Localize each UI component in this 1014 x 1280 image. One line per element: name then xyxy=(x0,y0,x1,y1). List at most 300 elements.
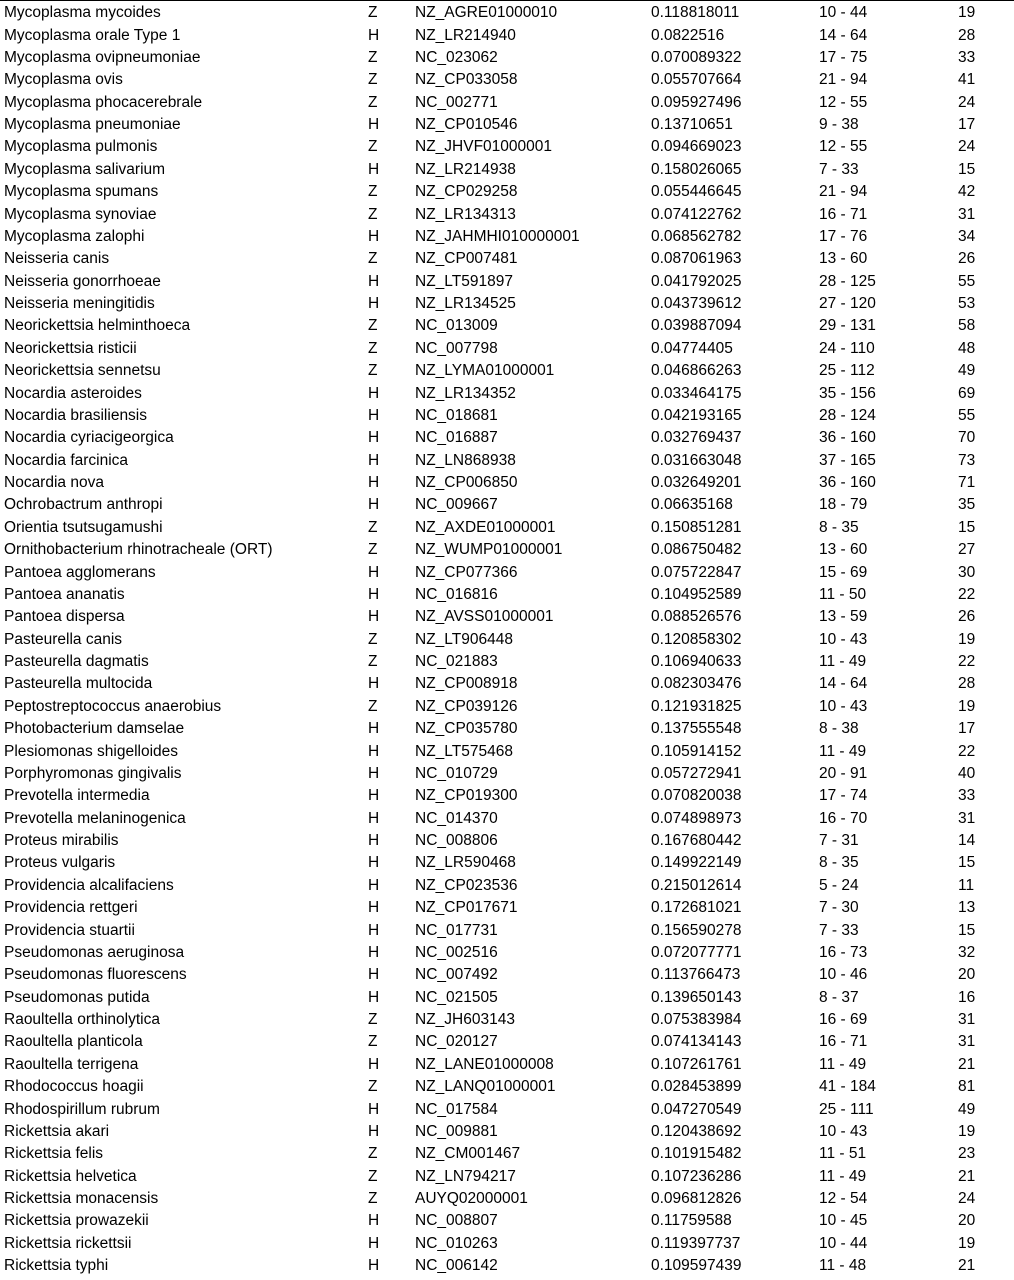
accession-cell: NZ_WUMP01000001 xyxy=(415,541,563,559)
count-cell: 28 xyxy=(958,26,976,44)
count-cell: 69 xyxy=(958,384,976,402)
accession-cell: NZ_CP008918 xyxy=(415,675,518,693)
range-cell: 12 - 54 xyxy=(819,1190,868,1208)
accession-cell: NC_016816 xyxy=(415,585,498,603)
species-cell: Neisseria gonorrhoeae xyxy=(4,272,161,290)
accession-cell: NC_009667 xyxy=(415,496,498,514)
species-cell: Photobacterium damselae xyxy=(4,720,185,738)
count-cell: 35 xyxy=(958,496,976,514)
value-cell: 0.075722847 xyxy=(651,563,742,581)
table-row xyxy=(0,315,1014,337)
accession-cell: NZ_JH603143 xyxy=(415,1011,515,1029)
range-cell: 15 - 69 xyxy=(819,563,868,581)
accession-cell: NC_017731 xyxy=(415,921,498,939)
accession-cell: NZ_LYMA01000001 xyxy=(415,362,555,380)
range-cell: 7 - 31 xyxy=(819,832,859,850)
table-row xyxy=(0,382,1014,404)
table-row xyxy=(0,1166,1014,1188)
value-cell: 0.096812826 xyxy=(651,1190,742,1208)
count-cell: 19 xyxy=(958,630,976,648)
host-type-cell: Z xyxy=(368,205,378,223)
accession-cell: NZ_CP017671 xyxy=(415,899,518,917)
host-type-cell: H xyxy=(368,429,380,447)
value-cell: 0.057272941 xyxy=(651,764,742,782)
host-type-cell: H xyxy=(368,608,380,626)
range-cell: 16 - 71 xyxy=(819,205,868,223)
count-cell: 40 xyxy=(958,764,976,782)
host-type-cell: H xyxy=(368,675,380,693)
accession-cell: NC_016887 xyxy=(415,429,498,447)
species-cell: Prevotella intermedia xyxy=(4,787,150,805)
count-cell: 31 xyxy=(958,809,976,827)
host-type-cell: Z xyxy=(368,1078,378,1096)
accession-cell: NC_002516 xyxy=(415,943,498,961)
count-cell: 27 xyxy=(958,541,976,559)
count-cell: 24 xyxy=(958,1190,976,1208)
count-cell: 19 xyxy=(958,1122,976,1140)
range-cell: 7 - 33 xyxy=(819,160,859,178)
count-cell: 42 xyxy=(958,183,976,201)
value-cell: 0.028453899 xyxy=(651,1078,742,1096)
range-cell: 11 - 49 xyxy=(819,653,867,671)
count-cell: 11 xyxy=(958,876,975,894)
value-cell: 0.150851281 xyxy=(651,518,742,536)
species-cell: Neorickettsia risticii xyxy=(4,339,137,357)
species-cell: Neorickettsia helminthoeca xyxy=(4,317,191,335)
species-cell: Nocardia brasiliensis xyxy=(4,406,148,424)
count-cell: 81 xyxy=(958,1078,976,1096)
host-type-cell: Z xyxy=(368,339,378,357)
accession-cell: NZ_LR590468 xyxy=(415,854,516,872)
host-type-cell: H xyxy=(368,720,380,738)
count-cell: 21 xyxy=(958,1167,976,1185)
species-cell: Raoultella planticola xyxy=(4,1033,143,1051)
species-cell: Rickettsia monacensis xyxy=(4,1190,159,1208)
count-cell: 58 xyxy=(958,317,976,335)
accession-cell: NC_007798 xyxy=(415,339,498,357)
species-cell: Ornithobacterium rhinotracheale (ORT) xyxy=(4,541,273,559)
species-cell: Pseudomonas putida xyxy=(4,988,150,1006)
range-cell: 27 - 120 xyxy=(819,295,876,313)
range-cell: 16 - 73 xyxy=(819,943,868,961)
value-cell: 0.041792025 xyxy=(651,272,742,290)
accession-cell: NC_008807 xyxy=(415,1212,498,1230)
host-type-cell: Z xyxy=(368,71,378,89)
value-cell: 0.107261761 xyxy=(651,1055,742,1073)
host-type-cell: H xyxy=(368,809,380,827)
count-cell: 41 xyxy=(958,71,976,89)
host-type-cell: H xyxy=(368,899,380,917)
table-row xyxy=(0,673,1014,695)
species-cell: Rickettsia typhi xyxy=(4,1257,109,1275)
host-type-cell: H xyxy=(368,406,380,424)
count-cell: 13 xyxy=(958,899,976,917)
accession-cell: NC_010263 xyxy=(415,1234,498,1252)
host-type-cell: Z xyxy=(368,630,378,648)
table-row xyxy=(0,114,1014,136)
value-cell: 0.11759588 xyxy=(651,1212,732,1230)
range-cell: 13 - 60 xyxy=(819,541,868,559)
count-cell: 22 xyxy=(958,742,976,760)
accession-cell: NZ_LR134313 xyxy=(415,205,516,223)
table-row xyxy=(0,159,1014,181)
species-cell: Nocardia cyriacigeorgica xyxy=(4,429,174,447)
species-cell: Neorickettsia sennetsu xyxy=(4,362,161,380)
table-row xyxy=(0,1009,1014,1031)
host-type-cell: Z xyxy=(368,48,378,66)
count-cell: 22 xyxy=(958,585,976,603)
accession-cell: NC_020127 xyxy=(415,1033,498,1051)
table-row xyxy=(0,740,1014,762)
host-type-cell: Z xyxy=(368,317,378,335)
range-cell: 16 - 71 xyxy=(819,1033,868,1051)
range-cell: 17 - 74 xyxy=(819,787,868,805)
species-cell: Providencia rettgeri xyxy=(4,899,138,917)
host-type-cell: H xyxy=(368,854,380,872)
accession-cell: NC_018681 xyxy=(415,406,498,424)
value-cell: 0.087061963 xyxy=(651,250,742,268)
species-cell: Mycoplasma pulmonis xyxy=(4,138,158,156)
accession-cell: NC_014370 xyxy=(415,809,498,827)
host-type-cell: H xyxy=(368,742,380,760)
accession-cell: NZ_LR214940 xyxy=(415,26,516,44)
host-type-cell: Z xyxy=(368,183,378,201)
host-type-cell: Z xyxy=(368,518,378,536)
species-cell: Mycoplasma salivarium xyxy=(4,160,166,178)
accession-cell: NZ_JHVF01000001 xyxy=(415,138,552,156)
accession-cell: NC_009881 xyxy=(415,1122,498,1140)
species-cell: Mycoplasma phocacerebrale xyxy=(4,93,203,111)
accession-cell: NZ_CP033058 xyxy=(415,71,518,89)
range-cell: 17 - 76 xyxy=(819,227,868,245)
table-row xyxy=(0,2,1014,24)
value-cell: 0.039887094 xyxy=(651,317,742,335)
value-cell: 0.086750482 xyxy=(651,541,742,559)
range-cell: 13 - 60 xyxy=(819,250,868,268)
count-cell: 19 xyxy=(958,4,976,22)
count-cell: 49 xyxy=(958,1100,976,1118)
range-cell: 11 - 48 xyxy=(819,1257,867,1275)
value-cell: 0.139650143 xyxy=(651,988,742,1006)
host-type-cell: H xyxy=(368,295,380,313)
range-cell: 10 - 44 xyxy=(819,1234,868,1252)
host-type-cell: H xyxy=(368,1212,380,1230)
species-cell: Orientia tsutsugamushi xyxy=(4,518,163,536)
count-cell: 17 xyxy=(958,116,976,134)
accession-cell: NZ_LT906448 xyxy=(415,630,513,648)
species-cell: Rhodococcus hoagii xyxy=(4,1078,144,1096)
count-cell: 73 xyxy=(958,451,976,469)
count-cell: 31 xyxy=(958,205,976,223)
host-type-cell: H xyxy=(368,116,380,134)
value-cell: 0.118818011 xyxy=(651,4,740,22)
value-cell: 0.095927496 xyxy=(651,93,742,111)
accession-cell: NC_008806 xyxy=(415,832,498,850)
value-cell: 0.072077771 xyxy=(651,943,742,961)
accession-cell: NZ_AXDE01000001 xyxy=(415,518,556,536)
accession-cell: NZ_CP029258 xyxy=(415,183,518,201)
species-cell: Nocardia farcinica xyxy=(4,451,129,469)
count-cell: 26 xyxy=(958,608,976,626)
accession-cell: NZ_LANE01000008 xyxy=(415,1055,554,1073)
table-row xyxy=(0,763,1014,785)
accession-cell: NC_010729 xyxy=(415,764,498,782)
accession-cell: NZ_AVSS01000001 xyxy=(415,608,554,626)
value-cell: 0.158026065 xyxy=(651,160,742,178)
count-cell: 31 xyxy=(958,1011,976,1029)
range-cell: 13 - 59 xyxy=(819,608,868,626)
value-cell: 0.101915482 xyxy=(651,1145,742,1163)
species-table xyxy=(0,2,1014,1277)
species-cell: Rhodospirillum rubrum xyxy=(4,1100,160,1118)
value-cell: 0.0822516 xyxy=(651,26,725,44)
accession-cell: NZ_CP006850 xyxy=(415,474,518,492)
table-body xyxy=(0,2,1014,1277)
value-cell: 0.074134143 xyxy=(651,1033,742,1051)
table-row xyxy=(0,69,1014,91)
species-cell: Neisseria canis xyxy=(4,250,110,268)
species-cell: Pseudomonas aeruginosa xyxy=(4,943,185,961)
range-cell: 10 - 44 xyxy=(819,4,868,22)
count-cell: 28 xyxy=(958,675,976,693)
range-cell: 12 - 55 xyxy=(819,138,868,156)
range-cell: 37 - 165 xyxy=(819,451,876,469)
host-type-cell: H xyxy=(368,1122,380,1140)
species-cell: Mycoplasma spumans xyxy=(4,183,159,201)
species-cell: Mycoplasma synoviae xyxy=(4,205,157,223)
table-row xyxy=(0,964,1014,986)
host-type-cell: H xyxy=(368,943,380,961)
count-cell: 24 xyxy=(958,93,976,111)
host-type-cell: Z xyxy=(368,93,378,111)
value-cell: 0.032649201 xyxy=(651,474,742,492)
value-cell: 0.055446645 xyxy=(651,183,742,201)
species-cell: Mycoplasma ovis xyxy=(4,71,123,89)
value-cell: 0.113766473 xyxy=(651,966,741,984)
value-cell: 0.13710651 xyxy=(651,116,733,134)
species-cell: Ochrobactrum anthropi xyxy=(4,496,163,514)
species-cell: Plesiomonas shigelloides xyxy=(4,742,179,760)
value-cell: 0.068562782 xyxy=(651,227,742,245)
species-cell: Mycoplasma zalophi xyxy=(4,227,145,245)
accession-cell: NC_017584 xyxy=(415,1100,498,1118)
accession-cell: NZ_LANQ01000001 xyxy=(415,1078,556,1096)
table-row xyxy=(0,1098,1014,1120)
count-cell: 19 xyxy=(958,697,976,715)
accession-cell: NZ_CP077366 xyxy=(415,563,518,581)
range-cell: 21 - 94 xyxy=(819,183,868,201)
value-cell: 0.167680442 xyxy=(651,832,742,850)
accession-cell: NZ_LT575468 xyxy=(415,742,513,760)
count-cell: 22 xyxy=(958,653,976,671)
host-type-cell: Z xyxy=(368,1033,378,1051)
range-cell: 8 - 37 xyxy=(819,988,859,1006)
species-cell: Rickettsia felis xyxy=(4,1145,104,1163)
count-cell: 21 xyxy=(958,1055,976,1073)
range-cell: 16 - 69 xyxy=(819,1011,868,1029)
value-cell: 0.031663048 xyxy=(651,451,742,469)
value-cell: 0.047270549 xyxy=(651,1100,742,1118)
table-row xyxy=(0,136,1014,158)
range-cell: 25 - 112 xyxy=(819,362,875,380)
value-cell: 0.082303476 xyxy=(651,675,742,693)
accession-cell: NC_002771 xyxy=(415,93,498,111)
value-cell: 0.109597439 xyxy=(651,1257,742,1275)
host-type-cell: H xyxy=(368,764,380,782)
value-cell: 0.107236286 xyxy=(651,1167,742,1185)
value-cell: 0.149922149 xyxy=(651,854,742,872)
value-cell: 0.119397737 xyxy=(651,1234,741,1252)
accession-cell: NZ_CP010546 xyxy=(415,116,518,134)
species-cell: Pasteurella canis xyxy=(4,630,123,648)
host-type-cell: H xyxy=(368,451,380,469)
value-cell: 0.120438692 xyxy=(651,1122,742,1140)
accession-cell: NZ_CP007481 xyxy=(415,250,518,268)
species-cell: Rickettsia rickettsii xyxy=(4,1234,132,1252)
count-cell: 23 xyxy=(958,1145,976,1163)
count-cell: 20 xyxy=(958,1212,976,1230)
host-type-cell: H xyxy=(368,384,380,402)
host-type-cell: H xyxy=(368,1055,380,1073)
table-row xyxy=(0,360,1014,382)
count-cell: 32 xyxy=(958,943,976,961)
host-type-cell: H xyxy=(368,26,380,44)
count-cell: 34 xyxy=(958,227,976,245)
table-row xyxy=(0,1143,1014,1165)
top-rule xyxy=(0,0,1014,1)
count-cell: 49 xyxy=(958,362,976,380)
species-cell: Raoultella orthinolytica xyxy=(4,1011,160,1029)
value-cell: 0.042193165 xyxy=(651,406,742,424)
table-row xyxy=(0,1255,1014,1277)
count-cell: 33 xyxy=(958,48,976,66)
host-type-cell: Z xyxy=(368,1167,378,1185)
count-cell: 15 xyxy=(958,518,976,536)
range-cell: 41 - 184 xyxy=(819,1078,876,1096)
value-cell: 0.104952589 xyxy=(651,585,742,603)
table-row xyxy=(0,919,1014,941)
range-cell: 14 - 64 xyxy=(819,26,868,44)
species-cell: Rickettsia prowazekii xyxy=(4,1212,149,1230)
range-cell: 35 - 156 xyxy=(819,384,876,402)
table-row xyxy=(0,606,1014,628)
value-cell: 0.156590278 xyxy=(651,921,742,939)
range-cell: 10 - 43 xyxy=(819,697,868,715)
species-cell: Mycoplasma orale Type 1 xyxy=(4,26,181,44)
table-row xyxy=(0,338,1014,360)
table-row xyxy=(0,226,1014,248)
table-row xyxy=(0,1210,1014,1232)
table-row xyxy=(0,875,1014,897)
value-cell: 0.046866263 xyxy=(651,362,742,380)
value-cell: 0.105914152 xyxy=(651,742,742,760)
count-cell: 33 xyxy=(958,787,976,805)
range-cell: 7 - 30 xyxy=(819,899,859,917)
species-cell: Pantoea dispersa xyxy=(4,608,125,626)
accession-cell: NZ_CP019300 xyxy=(415,787,518,805)
count-cell: 15 xyxy=(958,854,976,872)
accession-cell: NC_006142 xyxy=(415,1257,498,1275)
range-cell: 5 - 24 xyxy=(819,876,859,894)
table-row xyxy=(0,718,1014,740)
table-row xyxy=(0,494,1014,516)
range-cell: 11 - 51 xyxy=(819,1145,867,1163)
species-cell: Rickettsia helvetica xyxy=(4,1167,137,1185)
table-row xyxy=(0,47,1014,69)
range-cell: 28 - 125 xyxy=(819,272,876,290)
count-cell: 14 xyxy=(958,832,976,850)
range-cell: 11 - 49 xyxy=(819,1055,867,1073)
value-cell: 0.121931825 xyxy=(651,697,742,715)
table-row xyxy=(0,942,1014,964)
species-cell: Prevotella melaninogenica xyxy=(4,809,186,827)
species-cell: Pantoea ananatis xyxy=(4,585,125,603)
species-cell: Porphyromonas gingivalis xyxy=(4,764,182,782)
host-type-cell: Z xyxy=(368,250,378,268)
value-cell: 0.032769437 xyxy=(651,429,742,447)
value-cell: 0.215012614 xyxy=(651,876,742,894)
range-cell: 11 - 49 xyxy=(819,1167,867,1185)
host-type-cell: Z xyxy=(368,653,378,671)
count-cell: 20 xyxy=(958,966,976,984)
range-cell: 36 - 160 xyxy=(819,474,876,492)
species-cell: Proteus vulgaris xyxy=(4,854,116,872)
count-cell: 15 xyxy=(958,921,976,939)
range-cell: 10 - 43 xyxy=(819,630,868,648)
range-cell: 12 - 55 xyxy=(819,93,868,111)
range-cell: 25 - 111 xyxy=(819,1100,874,1118)
species-cell: Pasteurella multocida xyxy=(4,675,153,693)
species-cell: Peptostreptococcus anaerobius xyxy=(4,697,222,715)
table-row xyxy=(0,517,1014,539)
count-cell: 17 xyxy=(958,720,976,738)
value-cell: 0.074898973 xyxy=(651,809,742,827)
table-row xyxy=(0,92,1014,114)
value-cell: 0.070820038 xyxy=(651,787,742,805)
host-type-cell: Z xyxy=(368,1145,378,1163)
table-row xyxy=(0,1233,1014,1255)
accession-cell: NZ_LR134525 xyxy=(415,295,516,313)
range-cell: 28 - 124 xyxy=(819,406,876,424)
host-type-cell: H xyxy=(368,272,380,290)
host-type-cell: H xyxy=(368,1257,380,1275)
table-row xyxy=(0,785,1014,807)
range-cell: 10 - 46 xyxy=(819,966,868,984)
table-row xyxy=(0,897,1014,919)
range-cell: 7 - 33 xyxy=(819,921,859,939)
value-cell: 0.172681021 xyxy=(651,899,742,917)
count-cell: 19 xyxy=(958,1234,976,1252)
range-cell: 18 - 79 xyxy=(819,496,868,514)
accession-cell: NC_021883 xyxy=(415,653,498,671)
table-row xyxy=(0,852,1014,874)
table-row xyxy=(0,561,1014,583)
table-row xyxy=(0,181,1014,203)
count-cell: 71 xyxy=(958,474,976,492)
table-row xyxy=(0,271,1014,293)
species-cell: Rickettsia akari xyxy=(4,1122,110,1140)
accession-cell: AUYQ02000001 xyxy=(415,1190,528,1208)
table-row xyxy=(0,629,1014,651)
host-type-cell: Z xyxy=(368,697,378,715)
host-type-cell: H xyxy=(368,876,380,894)
species-cell: Pantoea agglomerans xyxy=(4,563,156,581)
table-row xyxy=(0,427,1014,449)
host-type-cell: Z xyxy=(368,541,378,559)
range-cell: 8 - 35 xyxy=(819,854,859,872)
species-cell: Raoultella terrigena xyxy=(4,1055,139,1073)
table-row xyxy=(0,651,1014,673)
